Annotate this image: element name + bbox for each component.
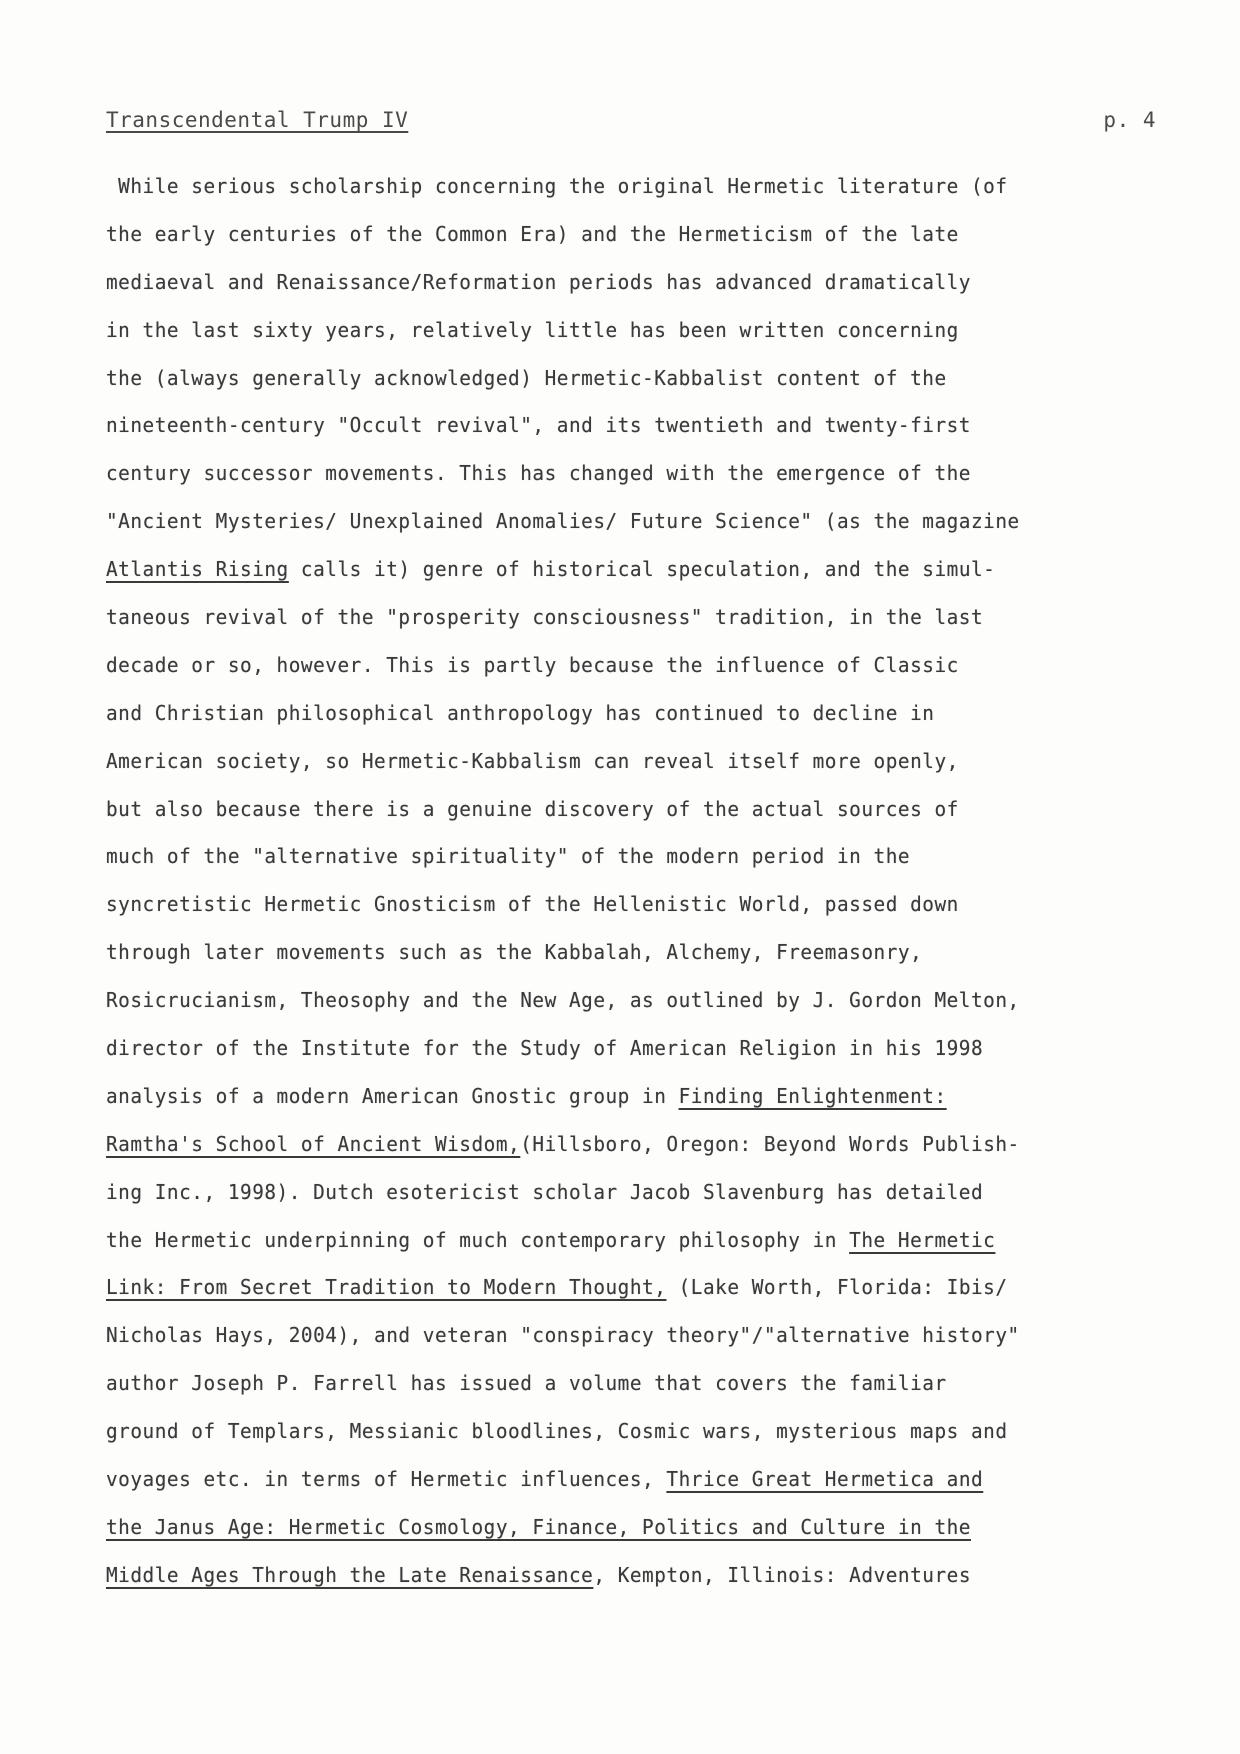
text-line bbox=[106, 1073, 1146, 1121]
text-segment: much of the "alternative spirituality" of the modern period in the bbox=[106, 844, 911, 869]
underlined-title: Thrice Great Hermetica and bbox=[666, 1467, 984, 1492]
text-segment: century successor movements. This has changed with the emergence of the bbox=[106, 461, 971, 486]
text-line bbox=[106, 546, 1146, 594]
text-segment: nineteenth-century "Occult revival", and its twentieth and twenty-first bbox=[106, 413, 971, 438]
text-segment: Nicholas Hays, 2004), and veteran "conspiracy theory"/"alternative history" bbox=[106, 1323, 1020, 1348]
underlined-title: Finding Enlightenment: bbox=[678, 1083, 947, 1108]
text-line bbox=[106, 1169, 1146, 1217]
text-segment: the Hermetic underpinning of much contemporary philosophy in bbox=[106, 1227, 850, 1252]
text-segment: calls it) genre of historical speculation, and the simul- bbox=[288, 557, 996, 582]
body-text bbox=[106, 163, 1206, 1600]
text-line bbox=[106, 1504, 1146, 1552]
text-line bbox=[106, 211, 1146, 259]
running-title: Transcendental Trump IV bbox=[106, 108, 409, 132]
text-segment: While serious scholarship concerning the original Hermetic literature (of bbox=[106, 174, 1008, 198]
text-segment: the (always generally acknowledged) Hermetic-Kabbalist content of the bbox=[106, 365, 947, 390]
text-line bbox=[106, 307, 1146, 355]
text-line bbox=[106, 786, 1146, 834]
text-segment: ing Inc., 1998). Dutch esotericist scholar Jacob Slavenburg has detailed bbox=[106, 1179, 984, 1204]
text-line bbox=[106, 977, 1146, 1025]
text-segment: in the last sixty years, relatively little has been written concerning bbox=[106, 317, 959, 342]
underlined-title: Ramtha's School of Ancient Wisdom, bbox=[106, 1131, 521, 1156]
text-segment: (Lake Worth, Florida: Ibis/ bbox=[666, 1275, 1008, 1300]
text-line bbox=[106, 1264, 1146, 1312]
text-line bbox=[106, 929, 1146, 977]
text-segment: Rosicrucianism, Theosophy and the New Age, as outlined by J. Gordon Melton, bbox=[106, 988, 1020, 1013]
text-segment: (Hillsboro, Oregon: Beyond Words Publish- bbox=[520, 1131, 1020, 1156]
text-line bbox=[106, 402, 1146, 450]
text-segment: , Kempton, Illinois: Adventures bbox=[593, 1562, 971, 1587]
text-line bbox=[106, 594, 1146, 642]
text-line bbox=[106, 1360, 1146, 1408]
text-segment: taneous revival of the "prosperity consciousness" tradition, in the last bbox=[106, 605, 984, 630]
underlined-title: Link: From Secret Tradition to Modern Thought, bbox=[106, 1275, 667, 1300]
text-line bbox=[106, 1456, 1146, 1504]
text-line bbox=[106, 498, 1146, 546]
text-segment: but also because there is a genuine discovery of the actual sources of bbox=[106, 796, 959, 821]
page-number: p. 4 bbox=[1103, 108, 1156, 132]
underlined-title: the Janus Age: Hermetic Cosmology, Finance, Politics and Culture in the bbox=[106, 1514, 971, 1539]
text-line bbox=[106, 259, 1146, 307]
text-line bbox=[106, 1217, 1146, 1265]
text-line bbox=[106, 1552, 1146, 1600]
underlined-title: Atlantis Rising bbox=[106, 557, 289, 582]
text-segment: analysis of a modern American Gnostic group in bbox=[106, 1083, 679, 1108]
text-line bbox=[106, 450, 1146, 498]
text-segment: director of the Institute for the Study of American Religion in his 1998 bbox=[106, 1036, 984, 1061]
text-line bbox=[106, 1408, 1146, 1456]
text-line bbox=[106, 1121, 1146, 1169]
text-line bbox=[106, 690, 1146, 738]
text-line bbox=[106, 642, 1146, 690]
text-line bbox=[106, 1312, 1146, 1360]
underlined-title: Middle Ages Through the Late Renaissance bbox=[106, 1562, 594, 1587]
text-segment: decade or so, however. This is partly because the influence of Classic bbox=[106, 652, 959, 677]
text-segment: mediaeval and Renaissance/Reformation periods has advanced dramatically bbox=[106, 269, 971, 294]
text-line bbox=[106, 833, 1146, 881]
text-segment: voyages etc. in terms of Hermetic influences, bbox=[106, 1467, 667, 1492]
text-segment: American society, so Hermetic-Kabbalism can reveal itself more openly, bbox=[106, 748, 959, 773]
text-segment: and Christian philosophical anthropology has continued to decline in bbox=[106, 700, 935, 725]
text-segment: the early centuries of the Common Era) and the Hermeticism of the late bbox=[106, 221, 959, 246]
page-header bbox=[106, 108, 1156, 144]
text-segment: ground of Templars, Messianic bloodlines, Cosmic wars, mysterious maps and bbox=[106, 1419, 1008, 1444]
text-line bbox=[106, 355, 1146, 403]
text-line bbox=[106, 163, 1146, 211]
text-line bbox=[106, 738, 1146, 786]
text-segment: author Joseph P. Farrell has issued a volume that covers the familiar bbox=[106, 1371, 947, 1396]
text-segment: through later movements such as the Kabbalah, Alchemy, Freemasonry, bbox=[106, 940, 923, 965]
text-line bbox=[106, 881, 1146, 929]
text-segment: syncretistic Hermetic Gnosticism of the Hellenistic World, passed down bbox=[106, 892, 959, 917]
text-segment: "Ancient Mysteries/ Unexplained Anomalies/ Future Science" (as the magazine bbox=[106, 509, 1020, 534]
underlined-title: The Hermetic bbox=[849, 1227, 996, 1252]
text-line bbox=[106, 1025, 1146, 1073]
